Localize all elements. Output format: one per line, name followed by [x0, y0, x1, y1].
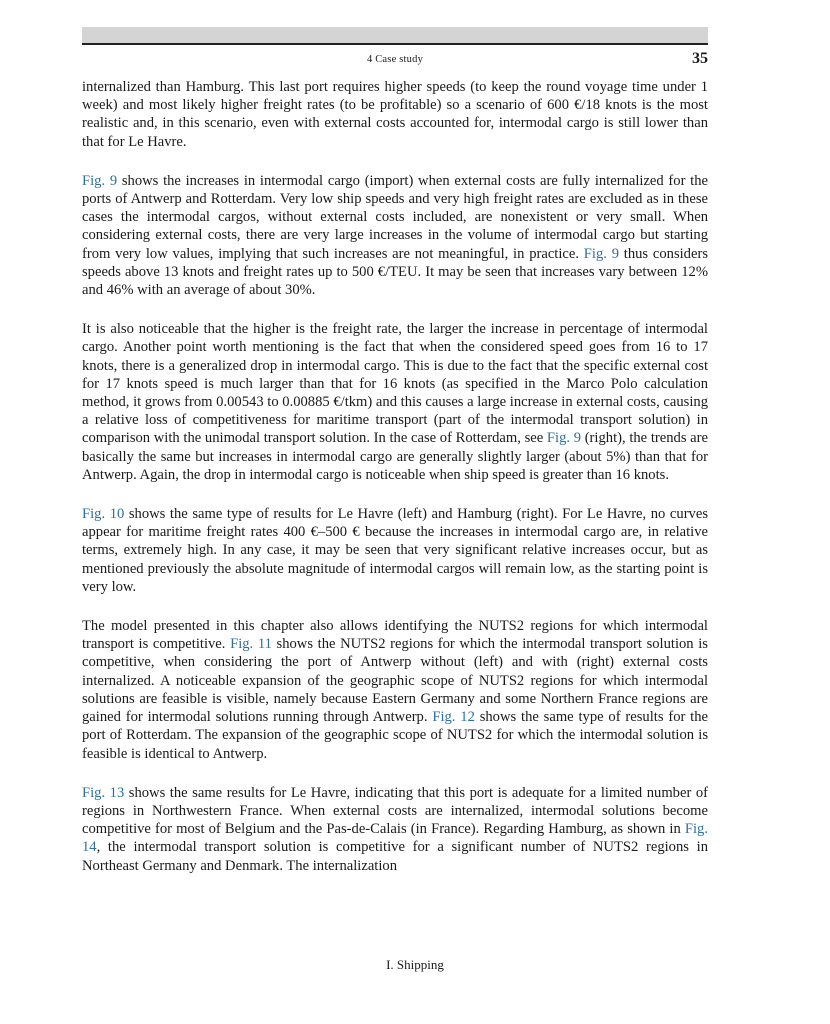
paragraph-text: shows the same results for Le Havre, indicating that this port is adequate for a limited number of regions in Northwestern France. When external costs are internalized, intermodal solutions become competitive for most of Belgium and the Pas-de-Calais (in France). Regarding Hamburg, as shown in	[82, 784, 708, 838]
paragraph-text: shows the same type of results for Le Havre (left) and Hamburg (right). For Le Havre, no curves appear for maritime freight rates 400 €–500 € because the increases in intermodal cargo are, in relative terms, extremely high. In any case, it may be seen that very significant relative increases occur, but as mentioned previously the absolute magnitude of intermodal cargos will remain low, as the starting point is very low.	[82, 506, 709, 595]
paragraph-text: shows the same type of results for the port of Rotterdam. The expansion of the geographic scope of NUTS2 for which the intermodal solution is feasible is identical to Antwerp.	[82, 709, 709, 762]
footer-part-label: I. Shipping	[386, 957, 444, 972]
page-number: 35	[692, 50, 708, 67]
paragraph-text: , the intermodal transport solution is competitive for a significant number of NUTS2 regions in Northeast Germany and Denmark. The internalization	[82, 839, 708, 874]
paragraph-4	[82, 505, 708, 596]
paragraph-text: shows the NUTS2 regions for which the intermodal transport solution is competitive, when considering the port of Antwerp without (left) and with (right) external costs internalized. A noticeable expansion of the geographic scope of NUTS2 regions for which intermodal solutions are feasible is visible, namely because Eastern Germany and some Northern France regions are gained for intermodal solutions running through Antwerp.	[82, 636, 708, 726]
figure-reference-link[interactable]: Fig. 12	[432, 709, 475, 726]
figure-reference-link[interactable]: Fig. 9	[546, 430, 582, 447]
paragraph-text: (right), the trends are basically the same but increases in intermodal cargo are generally slightly larger (about 5%) than that for Antwerp. Again, the drop in intermodal cargo is noticeable when ship speed is greater than 16 knots.	[82, 430, 708, 483]
paragraph-6	[82, 784, 708, 875]
figure-reference-link[interactable]: Fig. 9	[583, 245, 619, 262]
header-rule	[82, 43, 708, 45]
body-text	[82, 78, 708, 896]
figure-reference-link[interactable]: Fig. 13	[82, 784, 125, 801]
paragraph-text: internalized than Hamburg. This last port requires higher speeds (to keep the round voyage time under 1 week) and most likely higher freight rates (to be profitable) so a scenario of 600 €/18 knots is the most realistic and, in this scenario, even with external costs accounted for, intermodal cargo is still lower than that for Le Havre.	[82, 79, 708, 150]
figure-reference-link[interactable]: Fig. 9	[82, 172, 118, 189]
paragraph-3	[82, 320, 708, 484]
figure-reference-link[interactable]: Fig. 11	[230, 636, 272, 653]
header-band	[82, 27, 708, 43]
chapter-label: 4 Case study	[366, 54, 424, 65]
figure-reference-link[interactable]: Fig. 10	[82, 506, 125, 523]
running-head	[82, 50, 708, 70]
paragraph-text: shows the increases in intermodal cargo (import) when external costs are fully internalized for the ports of Antwerp and Rotterdam. Very low ship speeds and very high freight rates are excluded as in these cases the intermodal cargos, without external costs included, are nonexistent or very small. When considering external costs, there are very large increases in the volume of intermodal cargo but starting from very low values, implying that such increases are not meaningful, in practice.	[82, 172, 708, 262]
paragraph-1	[82, 78, 708, 151]
paragraph-5	[82, 617, 708, 763]
paragraph-text: It is also noticeable that the higher is the freight rate, the larger the increase in percentage of intermodal cargo. Another point worth mentioning is the fact that when the considered speed goes from 16 to 17 knots, there is a generalized drop in intermodal cargo. This is due to the fact that the specific external cost for 17 knots speed is much larger than that for 16 knots (as specified in the Marco Polo calculation method, it grows from 0.00543 to 0.00885 €/tkm) and this causes a large increase in external costs, causing a relative loss of competitiveness for maritime transport (part of the intermodal transport solution) in comparison with the unimodal transport solution. In the case of Rotterdam, see	[82, 321, 708, 447]
figure-reference-link[interactable]: Fig. 14	[82, 821, 708, 856]
paragraph-text: The model presented in this chapter also allows identifying the NUTS2 regions for which intermodal transport is competitive.	[82, 618, 708, 653]
paragraph-2	[82, 172, 708, 299]
paragraph-text: thus considers speeds above 13 knots and freight rates up to 500 €/TEU. It may be seen that increases vary between 12% and 46% with an average of about 30%.	[82, 245, 709, 299]
